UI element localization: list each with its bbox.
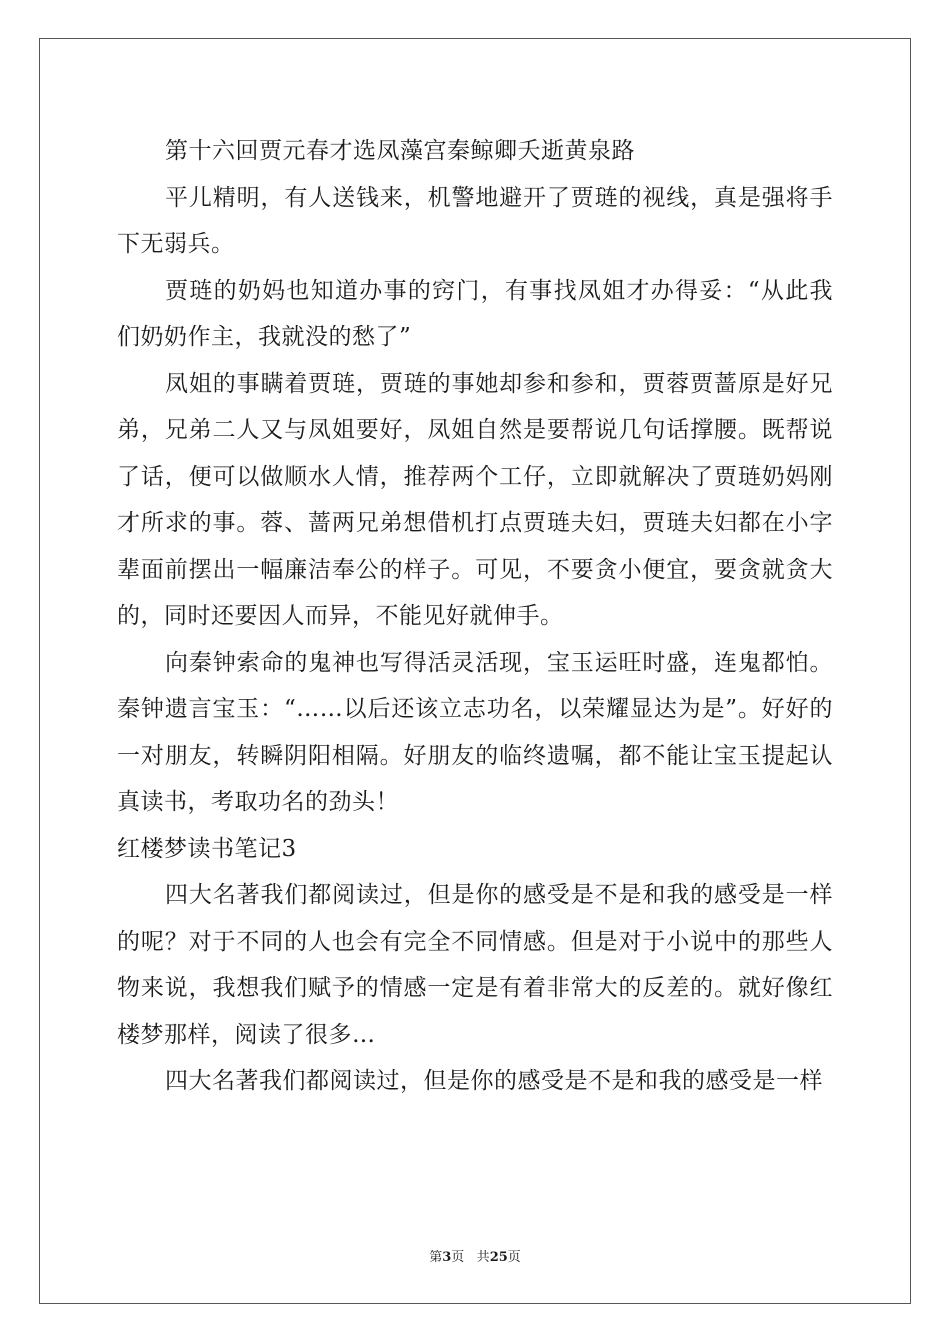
page-prefix: 第: [429, 1250, 443, 1265]
chapter-heading-paragraph: 第十六回贾元春才选凤藻宫秦鲸卿夭逝黄泉路: [165, 138, 635, 164]
document-body: [117, 128, 833, 1105]
total-pages: 25: [489, 1250, 508, 1265]
section-title: 红楼梦读书笔记3: [117, 835, 297, 862]
total-suffix: 页: [507, 1250, 521, 1265]
body-paragraph: 四大名著我们都阅读过，但是你的感受是不是和我的感受是一样: [165, 1068, 823, 1094]
body-paragraph: 四大名著我们都阅读过，但是你的感受是不是和我的感受是一样的呢？对于不同的人也会有完全不同情感。但是对于小说中的那些人物来说，我想我们赋予的情感一定是有着非常大的反差的。就好像红楼梦那样，阅读了很多…: [117, 882, 833, 1048]
page-suffix: 页: [451, 1250, 465, 1265]
body-paragraph: 平儿精明，有人送钱来，机警地避开了贾琏的视线，真是强将手下无弱兵。: [117, 184, 833, 257]
body-paragraph: 向秦钟索命的鬼神也写得活灵活现，宝玉运旺时盛，连鬼都怕。秦钟遗言宝玉：“……以后还该立志功名，以荣耀显达为是”。好好的一对朋友，转瞬阴阳相隔。好朋友的临终遗嘱，都不能让宝玉提起认真读书，考取功名的劲头！: [117, 649, 833, 815]
total-prefix: 共: [476, 1250, 490, 1265]
body-paragraph: 凤姐的事瞒着贾琏，贾琏的事她却参和参和，贾蓉贾蔷原是好兄弟，兄弟二人又与凤姐要好，凤姐自然是要帮说几句话撑腰。既帮说了话，便可以做顺水人情，推荐两个工仔，立即就解决了贾琏奶妈刚才所求的事。蓉、蔷两兄弟想借机打点贾琏夫妇，贾琏夫妇都在小字辈面前摆出一幅廉洁奉公的样子。可见，不要贪小便宜，要贪就贪大的，同时还要因人而异，不能见好就伸手。: [117, 370, 833, 629]
page-number: 3: [442, 1250, 452, 1265]
body-paragraph: 贾琏的奶妈也知道办事的窍门，有事找凤姐才办得妥：“从此我们奶奶作主，我就没的愁了”: [117, 277, 833, 350]
page-footer: [0, 1246, 950, 1265]
